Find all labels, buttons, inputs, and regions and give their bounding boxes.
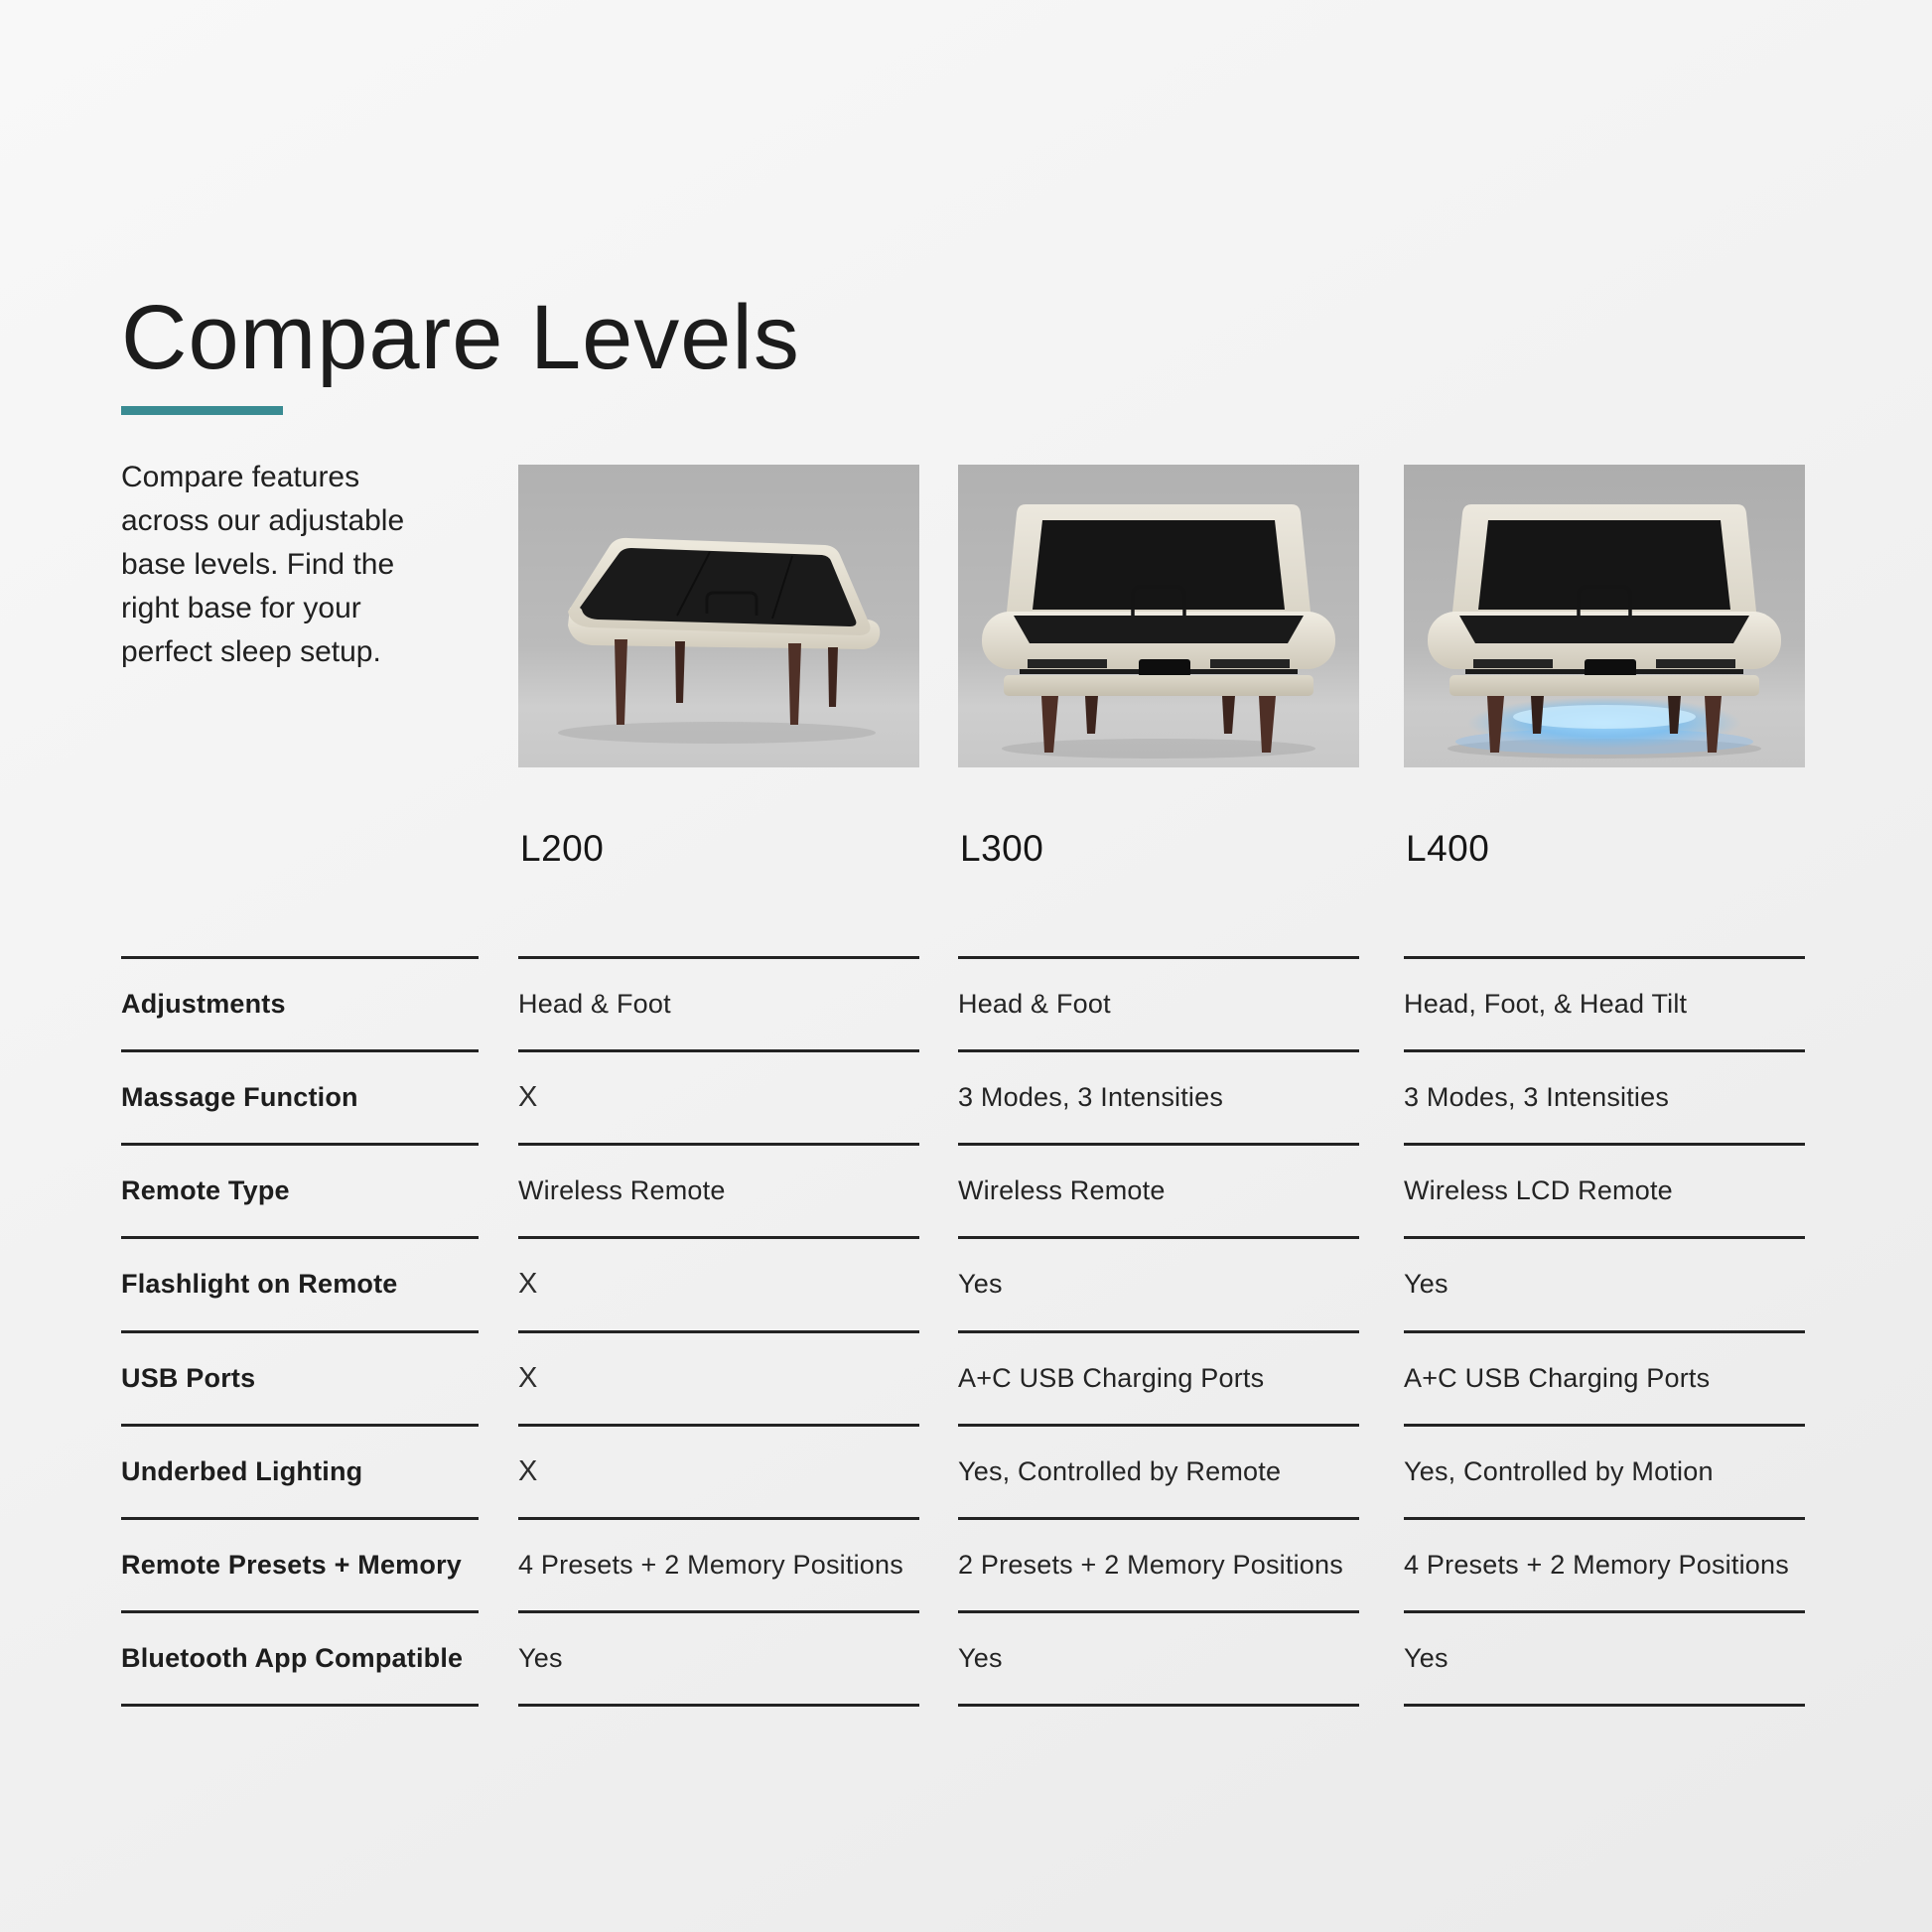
feature-label: Adjustments bbox=[121, 956, 479, 1049]
l200-bed-image bbox=[518, 465, 919, 767]
feature-label: Massage Function bbox=[121, 1049, 479, 1143]
feature-value: X bbox=[518, 1330, 919, 1424]
feature-label: Bluetooth App Compatible bbox=[121, 1610, 479, 1704]
accent-divider bbox=[121, 406, 283, 415]
feature-label: Remote Type bbox=[121, 1143, 479, 1236]
feature-value: 3 Modes, 3 Intensities bbox=[958, 1049, 1359, 1143]
intro-description bbox=[121, 456, 404, 674]
product-name-l300: L300 bbox=[960, 828, 1044, 869]
feature-value: Yes bbox=[1404, 1610, 1805, 1704]
description-line: right base for your bbox=[121, 592, 361, 624]
feature-value: Head, Foot, & Head Tilt bbox=[1404, 956, 1805, 1049]
description-line: Compare features bbox=[121, 461, 360, 493]
l400-bed-image bbox=[1404, 465, 1805, 767]
feature-label: Flashlight on Remote bbox=[121, 1236, 479, 1329]
feature-value: A+C USB Charging Ports bbox=[1404, 1330, 1805, 1424]
feature-values-l300 bbox=[958, 956, 1359, 1707]
feature-value: 2 Presets + 2 Memory Positions bbox=[958, 1517, 1359, 1610]
description-line: across our adjustable bbox=[121, 504, 405, 537]
feature-value: Yes bbox=[1404, 1236, 1805, 1329]
l300-bed-image bbox=[958, 465, 1359, 767]
feature-value: X bbox=[518, 1424, 919, 1517]
product-column-l200 bbox=[518, 465, 919, 869]
feature-values-l400 bbox=[1404, 956, 1805, 1707]
feature-values-l200 bbox=[518, 956, 919, 1707]
description-line: base levels. Find the bbox=[121, 548, 395, 581]
feature-value: Yes bbox=[958, 1610, 1359, 1704]
feature-label-column bbox=[121, 956, 479, 1707]
feature-value: 4 Presets + 2 Memory Positions bbox=[1404, 1517, 1805, 1610]
feature-value: Head & Foot bbox=[958, 956, 1359, 1049]
feature-value: Yes, Controlled by Motion bbox=[1404, 1424, 1805, 1517]
feature-label: USB Ports bbox=[121, 1330, 479, 1424]
feature-value: Wireless LCD Remote bbox=[1404, 1143, 1805, 1236]
product-name-l200: L200 bbox=[520, 828, 605, 869]
feature-value: X bbox=[518, 1049, 919, 1143]
feature-label: Remote Presets + Memory bbox=[121, 1517, 479, 1610]
page-title: Compare Levels bbox=[121, 286, 800, 388]
feature-value: Wireless Remote bbox=[518, 1143, 919, 1236]
feature-value: X bbox=[518, 1236, 919, 1329]
description-line: perfect sleep setup. bbox=[121, 635, 381, 668]
product-column-l300 bbox=[958, 465, 1359, 869]
feature-value: 4 Presets + 2 Memory Positions bbox=[518, 1517, 919, 1610]
product-name-l400: L400 bbox=[1406, 828, 1490, 869]
feature-value: Yes bbox=[958, 1236, 1359, 1329]
feature-value: Yes bbox=[518, 1610, 919, 1704]
feature-value: Head & Foot bbox=[518, 956, 919, 1049]
feature-value: Yes, Controlled by Remote bbox=[958, 1424, 1359, 1517]
feature-value: Wireless Remote bbox=[958, 1143, 1359, 1236]
product-column-l400 bbox=[1404, 465, 1805, 869]
feature-label: Underbed Lighting bbox=[121, 1424, 479, 1517]
feature-value: 3 Modes, 3 Intensities bbox=[1404, 1049, 1805, 1143]
feature-value: A+C USB Charging Ports bbox=[958, 1330, 1359, 1424]
